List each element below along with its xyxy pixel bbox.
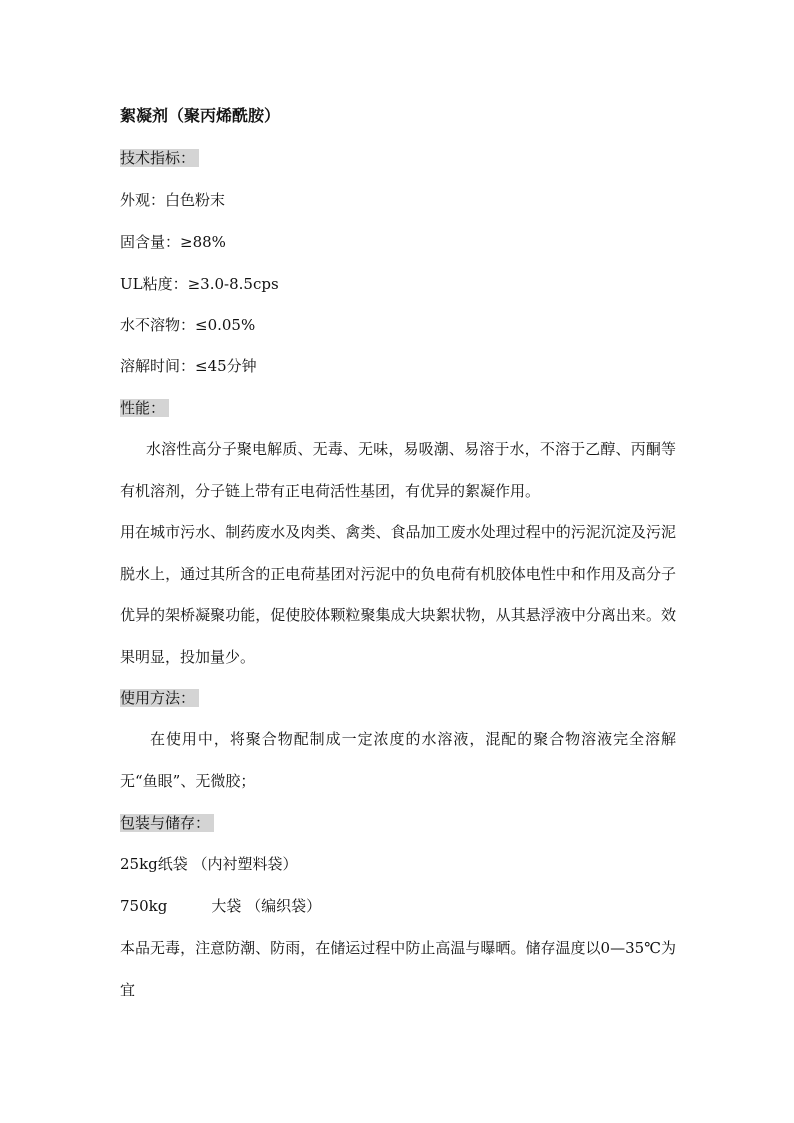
storage-paragraph: 本品无毒，注意防潮、防雨，在储运过程中防止高温与曝晒。储存温度以0—35℃为宜 (120, 939, 676, 999)
perf-paragraph-1: 水溶性高分子聚电解质、无毒、无味，易吸潮、易溶于水，不溶于乙醇、丙酮等有机溶剂，分子链上带有正电荷活性基团，有优异的絮凝作用。 (120, 440, 676, 500)
spec-dissolve-time: 溶解时间：≤45分钟 (120, 357, 257, 375)
perf-paragraph-2: 用在城市污水、制药废水及肉类、禽类、食品加工废水处理过程中的污泥沉淀及污泥脱水上，通过其所含的正电荷基团对污泥中的负电荷有机胶体电性中和作用及高分子优异的架桥凝聚功能，促使胶体颗粒聚集成大块絮状物，从其悬浮液中分离出来。效果明显，投加量少。 (120, 523, 676, 666)
pack-heading (120, 813, 214, 833)
usage-heading-text: 使用方法： (120, 689, 199, 707)
usage-heading (120, 688, 199, 708)
pack-line-2 (120, 896, 321, 916)
pack-bag-type: 大袋 （编织袋） (211, 897, 322, 915)
usage-paragraph: 在使用中，将聚合物配制成一定浓度的水溶液，混配的聚合物溶液完全溶解无“鱼眼”、无微胶； (120, 730, 676, 790)
tech-heading (120, 148, 199, 168)
tech-heading-text: 技术指标： (120, 149, 199, 167)
pack-weight: 750kg (120, 897, 168, 915)
document-title: 絮凝剂（聚丙烯酰胺） (120, 106, 281, 125)
pack-heading-text: 包装与储存： (120, 814, 214, 832)
spec-solid-content: 固含量：≥88% (120, 233, 226, 251)
pack-line-1: 25kg纸袋 （内衬塑料袋） (120, 855, 298, 873)
perf-heading (120, 398, 169, 418)
perf-heading-text: 性能： (120, 399, 169, 417)
spec-appearance: 外观：白色粉末 (120, 191, 226, 209)
spec-insoluble: 水不溶物：≤0.05% (120, 316, 256, 334)
spec-viscosity: UL粘度：≥3.0-8.5cps (120, 275, 279, 293)
